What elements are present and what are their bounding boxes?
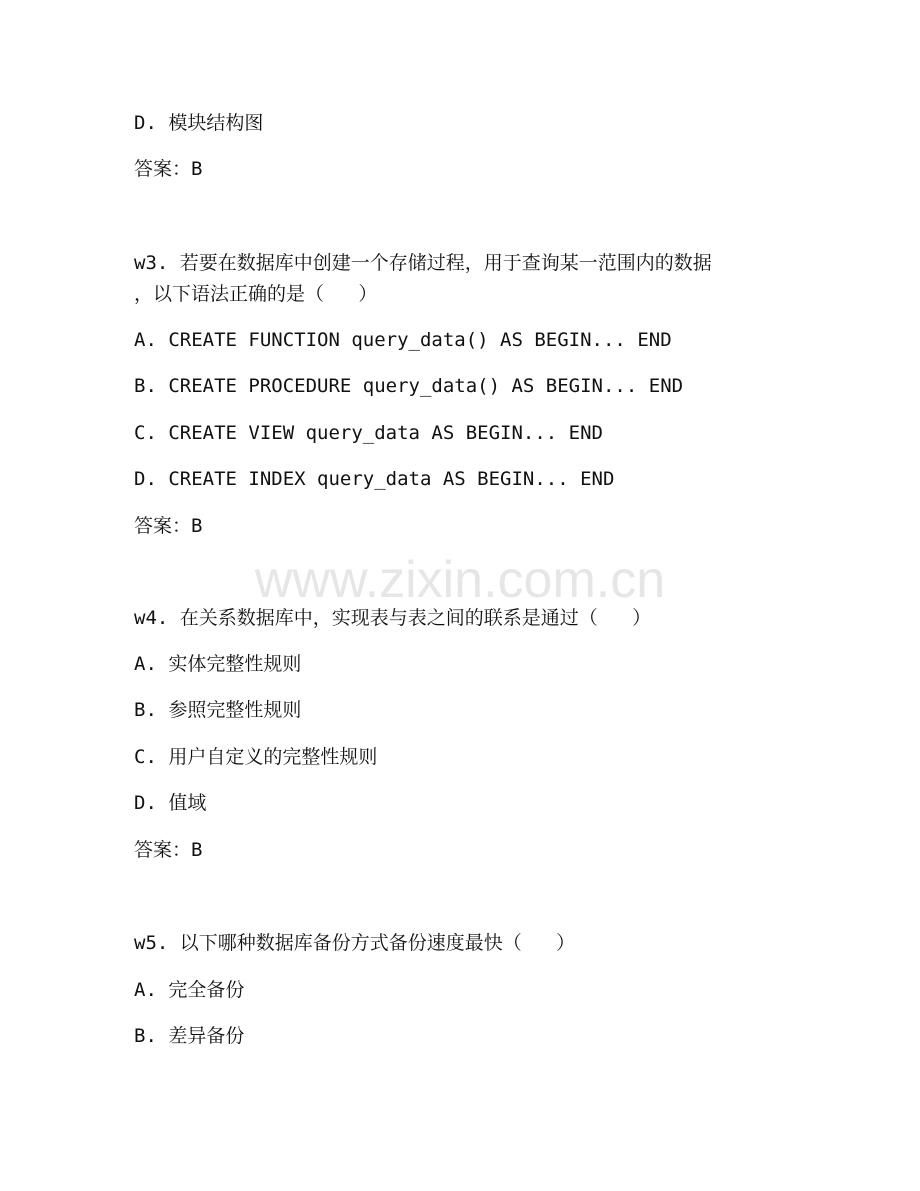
q4-option-d: D. 值域 [134, 792, 207, 814]
q3-option-b: B. CREATE PROCEDURE query_data() AS BEGIN... END [134, 375, 684, 397]
q5-option-a: A. 完全备份 [134, 979, 245, 1001]
q3-stem-line2: ，以下语法正确的是（ ） [134, 283, 378, 305]
q3-answer: 答案：B [134, 515, 203, 537]
prev-answer: 答案：B [134, 158, 203, 180]
watermark: www.zixin.com.cn [254, 551, 666, 609]
q3-option-a: A. CREATE FUNCTION query_data() AS BEGIN... END [134, 329, 672, 351]
q4-option-b: B. 参照完整性规则 [134, 699, 302, 721]
q3-option-c: C. CREATE VIEW query_data AS BEGIN... END [134, 422, 603, 444]
q5-option-b: B. 差异备份 [134, 1025, 245, 1047]
q4-answer: 答案：B [134, 839, 203, 861]
q3-option-d: D. CREATE INDEX query_data AS BEGIN... END [134, 468, 615, 490]
q4-option-a: A. 实体完整性规则 [134, 653, 302, 675]
q5-stem: w5. 以下哪种数据库备份方式备份速度最快（ ） [134, 932, 576, 954]
q4-stem: w4. 在关系数据库中，实现表与表之间的联系是通过（ ） [134, 607, 652, 629]
q3-stem-line1: w3. 若要在数据库中创建一个存储过程，用于查询某一范围内的数据 [134, 252, 712, 274]
prev-option-d: D. 模块结构图 [134, 112, 264, 134]
q4-option-c: C. 用户自定义的完整性规则 [134, 746, 378, 768]
